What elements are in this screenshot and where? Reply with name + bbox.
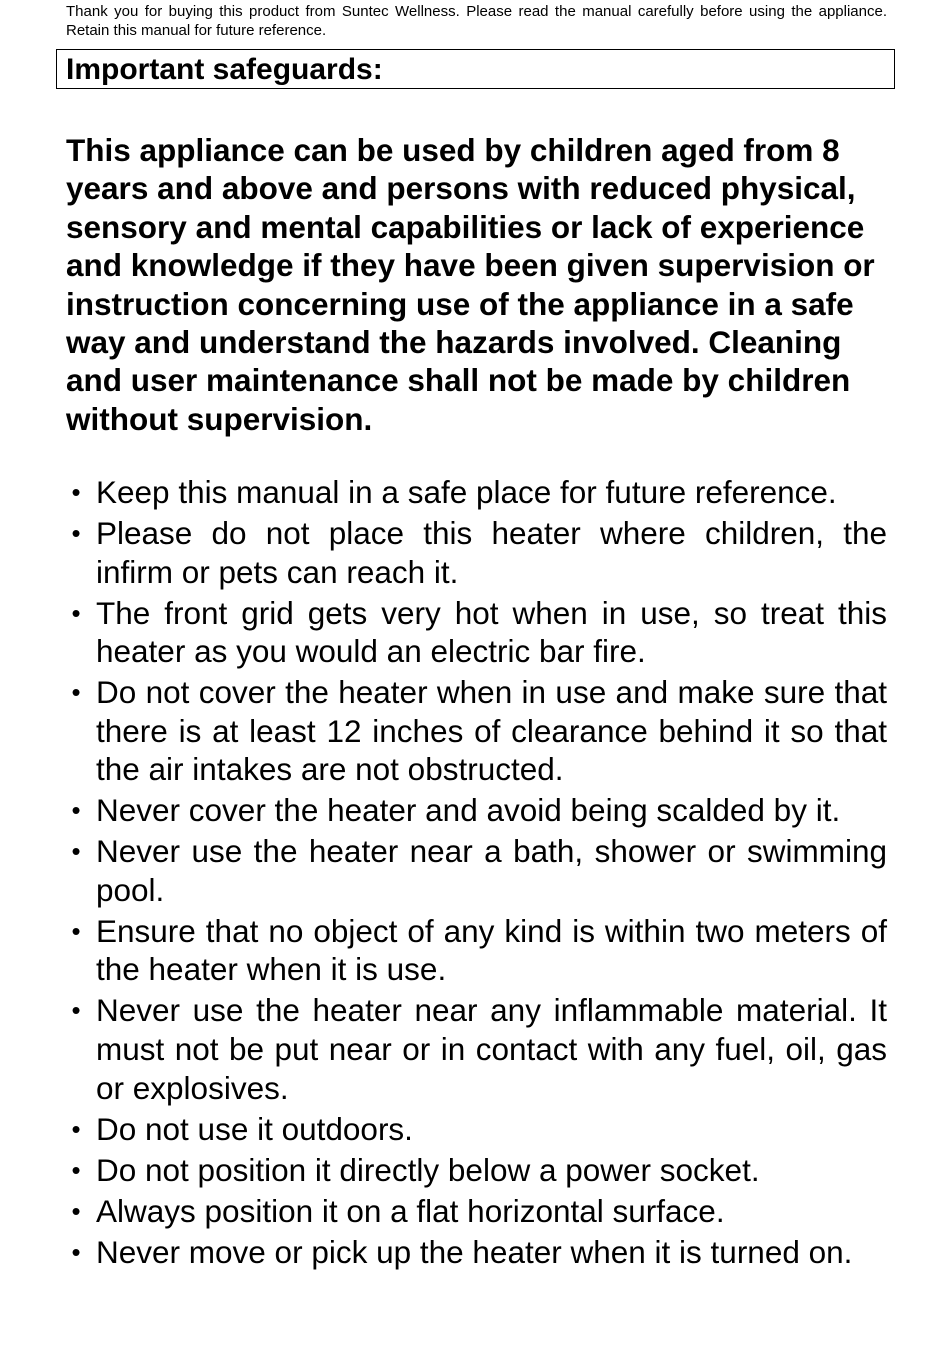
bullet-icon: • — [71, 677, 81, 708]
children-warning: This appliance can be used by children aged from 8 years and above and persons with reduced physical, sensory and mental capabilities or lack of experience and knowledge if they have been given supervision or instruction concerning use of the appliance in a safe way and understand the hazards involved. Cleaning and user maintenance shall not be made by children without supervision. — [66, 132, 875, 437]
list-item — [66, 991, 887, 1107]
bullet-icon: • — [71, 597, 81, 628]
list-item — [66, 1110, 887, 1149]
list-item-text: Do not position it directly below a power socket. — [96, 1151, 760, 1188]
bullet-icon: • — [71, 517, 81, 548]
list-item — [66, 473, 887, 512]
list-item — [66, 514, 887, 591]
list-item — [66, 1192, 887, 1231]
page-title: Important safeguards: — [66, 53, 383, 86]
list-item — [66, 791, 887, 830]
list-item-text: Never use the heater near a bath, shower or swimming pool. — [96, 833, 887, 908]
list-item-text: Always position it on a flat horizontal surface. — [96, 1192, 725, 1229]
list-item — [66, 1151, 887, 1190]
list-item-text: The front grid gets very hot when in use, so treat this heater as you would an electric bar fire. — [96, 594, 887, 670]
safety-list — [66, 473, 887, 1274]
list-item — [66, 594, 887, 671]
list-item — [66, 832, 887, 909]
bullet-icon: • — [71, 1236, 81, 1267]
list-item-text: Please do not place this heater where children, the infirm or pets can reach it. — [96, 514, 887, 590]
list-item-text: Never move or pick up the heater when it is turned on. — [96, 1233, 853, 1270]
bullet-icon: • — [71, 995, 81, 1026]
bullet-icon: • — [71, 836, 81, 867]
heading-box — [56, 49, 895, 89]
list-item-text: Ensure that no object of any kind is within two meters of the heater when it is use. — [96, 912, 887, 988]
list-item-text: Do not cover the heater when in use and make sure that there is at least 12 inches of clearance behind it so that the air intakes are not obstructed. — [96, 674, 887, 788]
intro-text: Thank you for buying this product from Suntec Wellness. Please read the manual carefully before using the appliance. Retain this manual for future reference. — [66, 3, 887, 39]
bullet-icon: • — [71, 1195, 81, 1226]
list-item-text: Never cover the heater and avoid being scalded by it. — [96, 792, 841, 829]
bullet-icon: • — [71, 795, 81, 826]
list-item-text: Do not use it outdoors. — [96, 1110, 413, 1147]
bullet-icon: • — [71, 477, 81, 507]
bullet-icon: • — [71, 915, 81, 946]
list-item-text: Never use the heater near any inflammable material. It must not be put near or in contact with any fuel, oil, gas or explosives. — [96, 992, 887, 1106]
list-item — [66, 912, 887, 989]
list-item — [66, 673, 887, 789]
list-item — [66, 1233, 887, 1272]
list-item-text: Keep this manual in a safe place for future reference. — [96, 474, 837, 510]
bullet-icon: • — [71, 1154, 81, 1185]
bullet-icon: • — [71, 1113, 81, 1144]
